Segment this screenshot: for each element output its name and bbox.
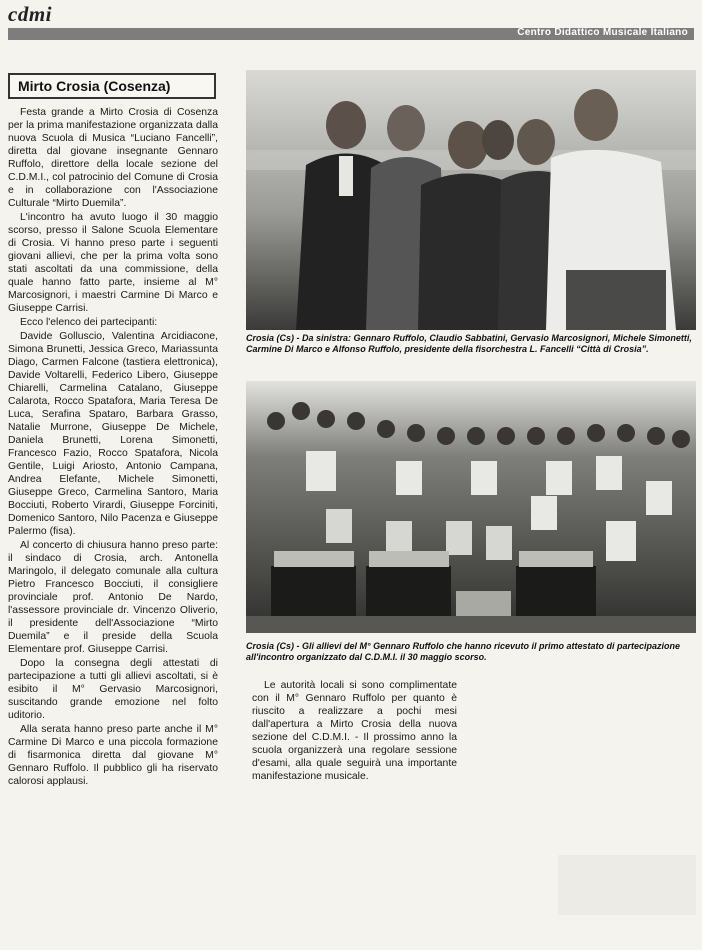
header-banner (8, 28, 694, 40)
paragraph: L'incontro ha avuto luogo il 30 maggio scorso, presso il Salone Scuola Elementare di Crosia. Vi hanno preso parte i seguenti giovani allievi, che per la prima volta sono stati ascoltati da una commissione, della quale hanno fatto parte, insieme al M° Marcosignori, i maestri Carmine Di Marco e Giuseppe Carrisi. (8, 212, 218, 314)
faded-bleed-through (558, 855, 696, 915)
photo-group-portrait (246, 70, 696, 330)
left-column (8, 106, 218, 789)
article-title-box (8, 73, 216, 99)
photo-caption-2: Crosia (Cs) - Gli allievi del M° Gennaro Ruffolo che hanno ricevuto il primo attestato di partecipazione all'incontro organizzato dal C.D.M.I. il 30 maggio scorso. (246, 641, 681, 662)
photo-caption-1: Crosia (Cs) - Da sinistra: Gennaro Ruffolo, Claudio Sabbatini, Gervasio Marcosignori, Michele Simonetti, Carmine Di Marco e Alfonso Ruffolo, presidente della fisorchestra L. Fancelli “Città di Crosia”. (246, 333, 692, 354)
right-column (252, 679, 457, 784)
photo-students (246, 381, 696, 633)
paragraph: Dopo la consegna degli attestati di partecipazione a tutti gli allievi ascoltati, si è esibito il M° Gervasio Marcosignori, suscitando grande emozione nel folto uditorio. (8, 658, 218, 721)
banner-text: Centro Didattico Musicale Italiano (517, 27, 688, 38)
article-title: Mirto Crosia (Cosenza) (18, 78, 171, 94)
paragraph: Alla serata hanno preso parte anche il M° Carmine Di Marco e una piccola formazione di fisarmonica diretta dal giovane M° Gennaro Ruffolo. Il pubblico gli ha riservato calorosi applausi. (8, 724, 218, 787)
paragraph: Ecco l'elenco dei partecipanti: (20, 317, 158, 328)
paragraph: Festa grande a Mirto Crosia di Cosenza per la prima manifestazione organizzata dalla nuova Scuola di Musica “Luciano Fancelli”, diretta dal giovane insegnante Gennaro Ruffolo, direttore della locale sezione del C.D.M.I., col patrocinio del Comune di Crosia e in collaborazione con l'Associazione Culturale “Mirto Duemila”. (8, 107, 218, 209)
paragraph: Al concerto di chiusura hanno preso parte: il sindaco di Crosia, arch. Antonella Maringolo, il delegato comunale alla cultura Pietro Francesco Bocciuti, il consigliere provinciale prof. Antonio De Nardo, l'assessore provinciale dr. Vincenzo Oliverio, il presidente dell'Associazione “Mirto Duemila” e il preside della Scuola Elementare prof. Giuseppe Carrisi. (8, 540, 218, 655)
paragraph: Davide Golluscio, Valentina Arcidiacone, Simona Brunetti, Jessica Greco, Mariassunta Diago, Carmen Falcone (tastiera elettronica), Davide Voltarelli, Federico Libero, Giuseppe Chiarelli, Carmelina Catalano, Giuseppe Calarota, Rocco Spatafora, Maria Teresa De Luca, Serafina Spataro, Barbara Grasso, Natalie Murrone, Giuseppe De Michele, Daniela Brunetti, Lorena Simonetti, Francesco Fazio, Rocco Spatafora, Nicola Gentile, Luigi Ariosto, Antonio Campana, Andrea Elefante, Michele Simonetti, Giuseppe Greco, Carmelina Santoro, Maria Bocciuti, Roberto Virardi, Giuseppe Forciniti, Domenico Santoro, Nilo Pacenza e Giuseppe Palermo (fisa). (8, 331, 218, 537)
masthead-logo: cdmi (8, 2, 52, 26)
paragraph: Le autorità locali si sono complimentate con il M° Gennaro Ruffolo per quanto è riuscito a realizzare a pochi mesi dall'apertura a Mirto Crosia della nuova sezione del C.D.M.I. - Il prossimo anno la scuola organizzerà una regolare sessione d'esami, alla quale seguirà una importante manifestazione musicale. (252, 680, 457, 782)
